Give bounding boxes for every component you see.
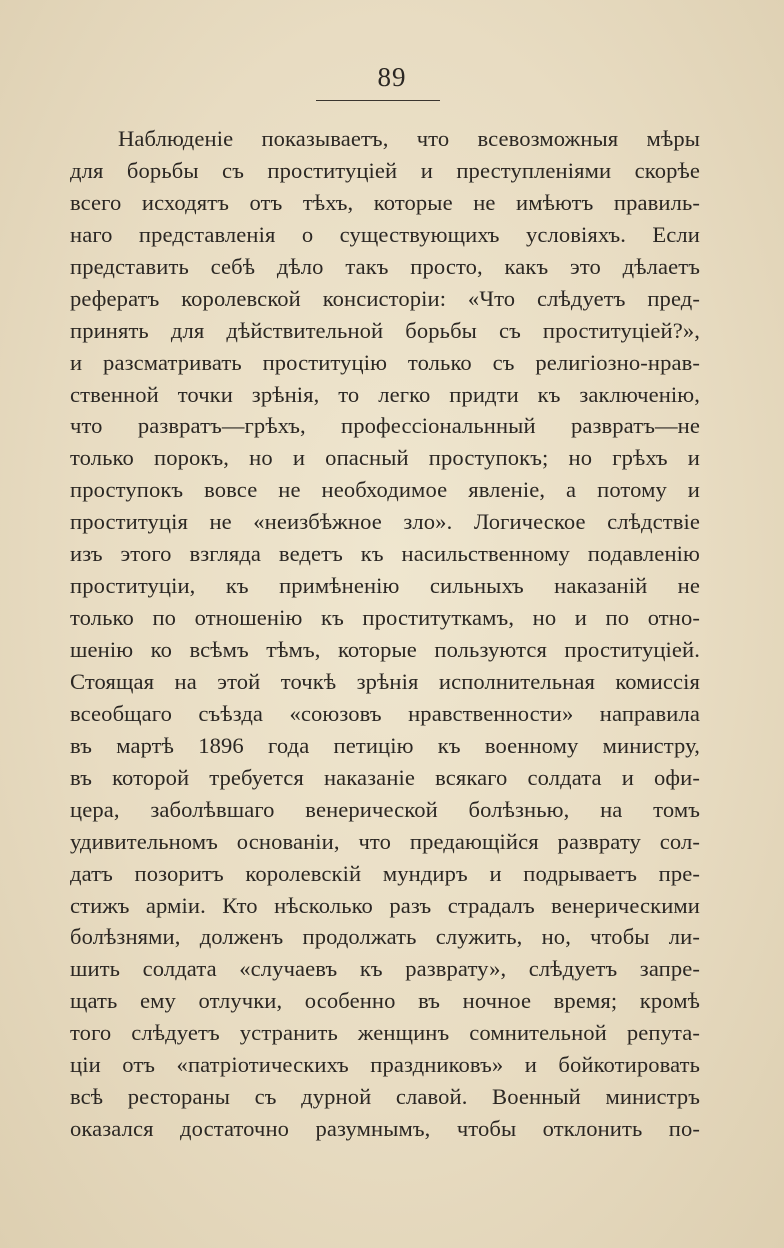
text-line: и разсматривать проституцію только съ религіозно-нрав- <box>70 349 700 375</box>
body-text <box>70 123 700 1145</box>
text-line: шенію ко всѣмъ тѣмъ, которые пользуются проституціей. <box>70 637 700 662</box>
text-line: всего исходятъ отъ тѣхъ, которые не имѣютъ правиль- <box>70 189 700 215</box>
text-line: только по отношенію къ проституткамъ, но и по отно- <box>70 605 700 631</box>
text-line: шить солдата «случаевъ къ разврату», слѣдуетъ запре- <box>70 956 700 982</box>
text-line: всѣ рестораны съ дурной славой. Военный министръ <box>70 1084 700 1110</box>
text-line: того слѣдуетъ устранить женщинъ сомнительной репута- <box>70 1020 700 1046</box>
text-line: проступокъ вовсе не необходимое явленіе, а потому и <box>70 477 700 503</box>
text-line: въ которой требуется наказаніе всякаго солдата и офи- <box>70 764 700 790</box>
text-line: что развратъ—грѣхъ, профессіональнный развратъ—не <box>70 413 700 439</box>
text-line: оказался достаточно разумнымъ, чтобы отклонить по- <box>70 1116 700 1142</box>
text-line: всеобщаго съѣзда «союзовъ нравственности» направила <box>70 700 700 726</box>
text-line: ственной точки зрѣнія, то легко придти къ заключенію, <box>70 381 700 407</box>
text-line: представить себѣ дѣло такъ просто, какъ это дѣлаетъ <box>70 253 700 279</box>
text-line: для борьбы съ проституціей и преступленіями скорѣе <box>70 157 700 183</box>
text-line: наго представленія о существующихъ условіяхъ. Если <box>70 221 700 247</box>
text-line: датъ позоритъ королевскій мундиръ и подрываетъ пре- <box>70 860 700 886</box>
text-line: проституція не «неизбѣжное зло». Логическое слѣдствіе <box>70 509 700 535</box>
header-rule <box>316 100 440 101</box>
text-line: щать ему отлучки, особенно въ ночное время; кромѣ <box>70 988 700 1014</box>
text-line: стижъ арміи. Кто нѣсколько разъ страдалъ венерическими <box>70 892 700 918</box>
text-line: рефератъ королевской консисторіи: «Что слѣдуетъ пред- <box>70 285 700 311</box>
text-line: проституціи, къ примѣненію сильныхъ наказаній не <box>70 573 700 599</box>
text-line: въ мартѣ 1896 года петицію къ военному министру, <box>70 732 700 758</box>
text-line: удивительномъ основаніи, что предающійся разврату сол- <box>70 828 700 854</box>
text-line: Стоящая на этой точкѣ зрѣнія исполнительная комиссія <box>70 668 700 694</box>
text-line: принять для дѣйствительной борьбы съ проституціей?», <box>70 317 700 343</box>
text-line: только порокъ, но и опасный проступокъ; но грѣхъ и <box>70 445 700 471</box>
page-number: 89 <box>377 62 407 92</box>
text-line: ціи отъ «патріотическихъ праздниковъ» и бойкотировать <box>70 1052 700 1078</box>
text-line: Наблюденіе показываетъ, что всевозможныя мѣры <box>118 126 700 151</box>
text-line: изъ этого взгляда ведетъ къ насильственному подавленію <box>70 541 700 567</box>
text-line: болѣзнями, долженъ продолжать служить, но, чтобы ли- <box>70 924 700 950</box>
text-line: цера, заболѣвшаго венерической болѣзнью, на томъ <box>70 796 700 822</box>
